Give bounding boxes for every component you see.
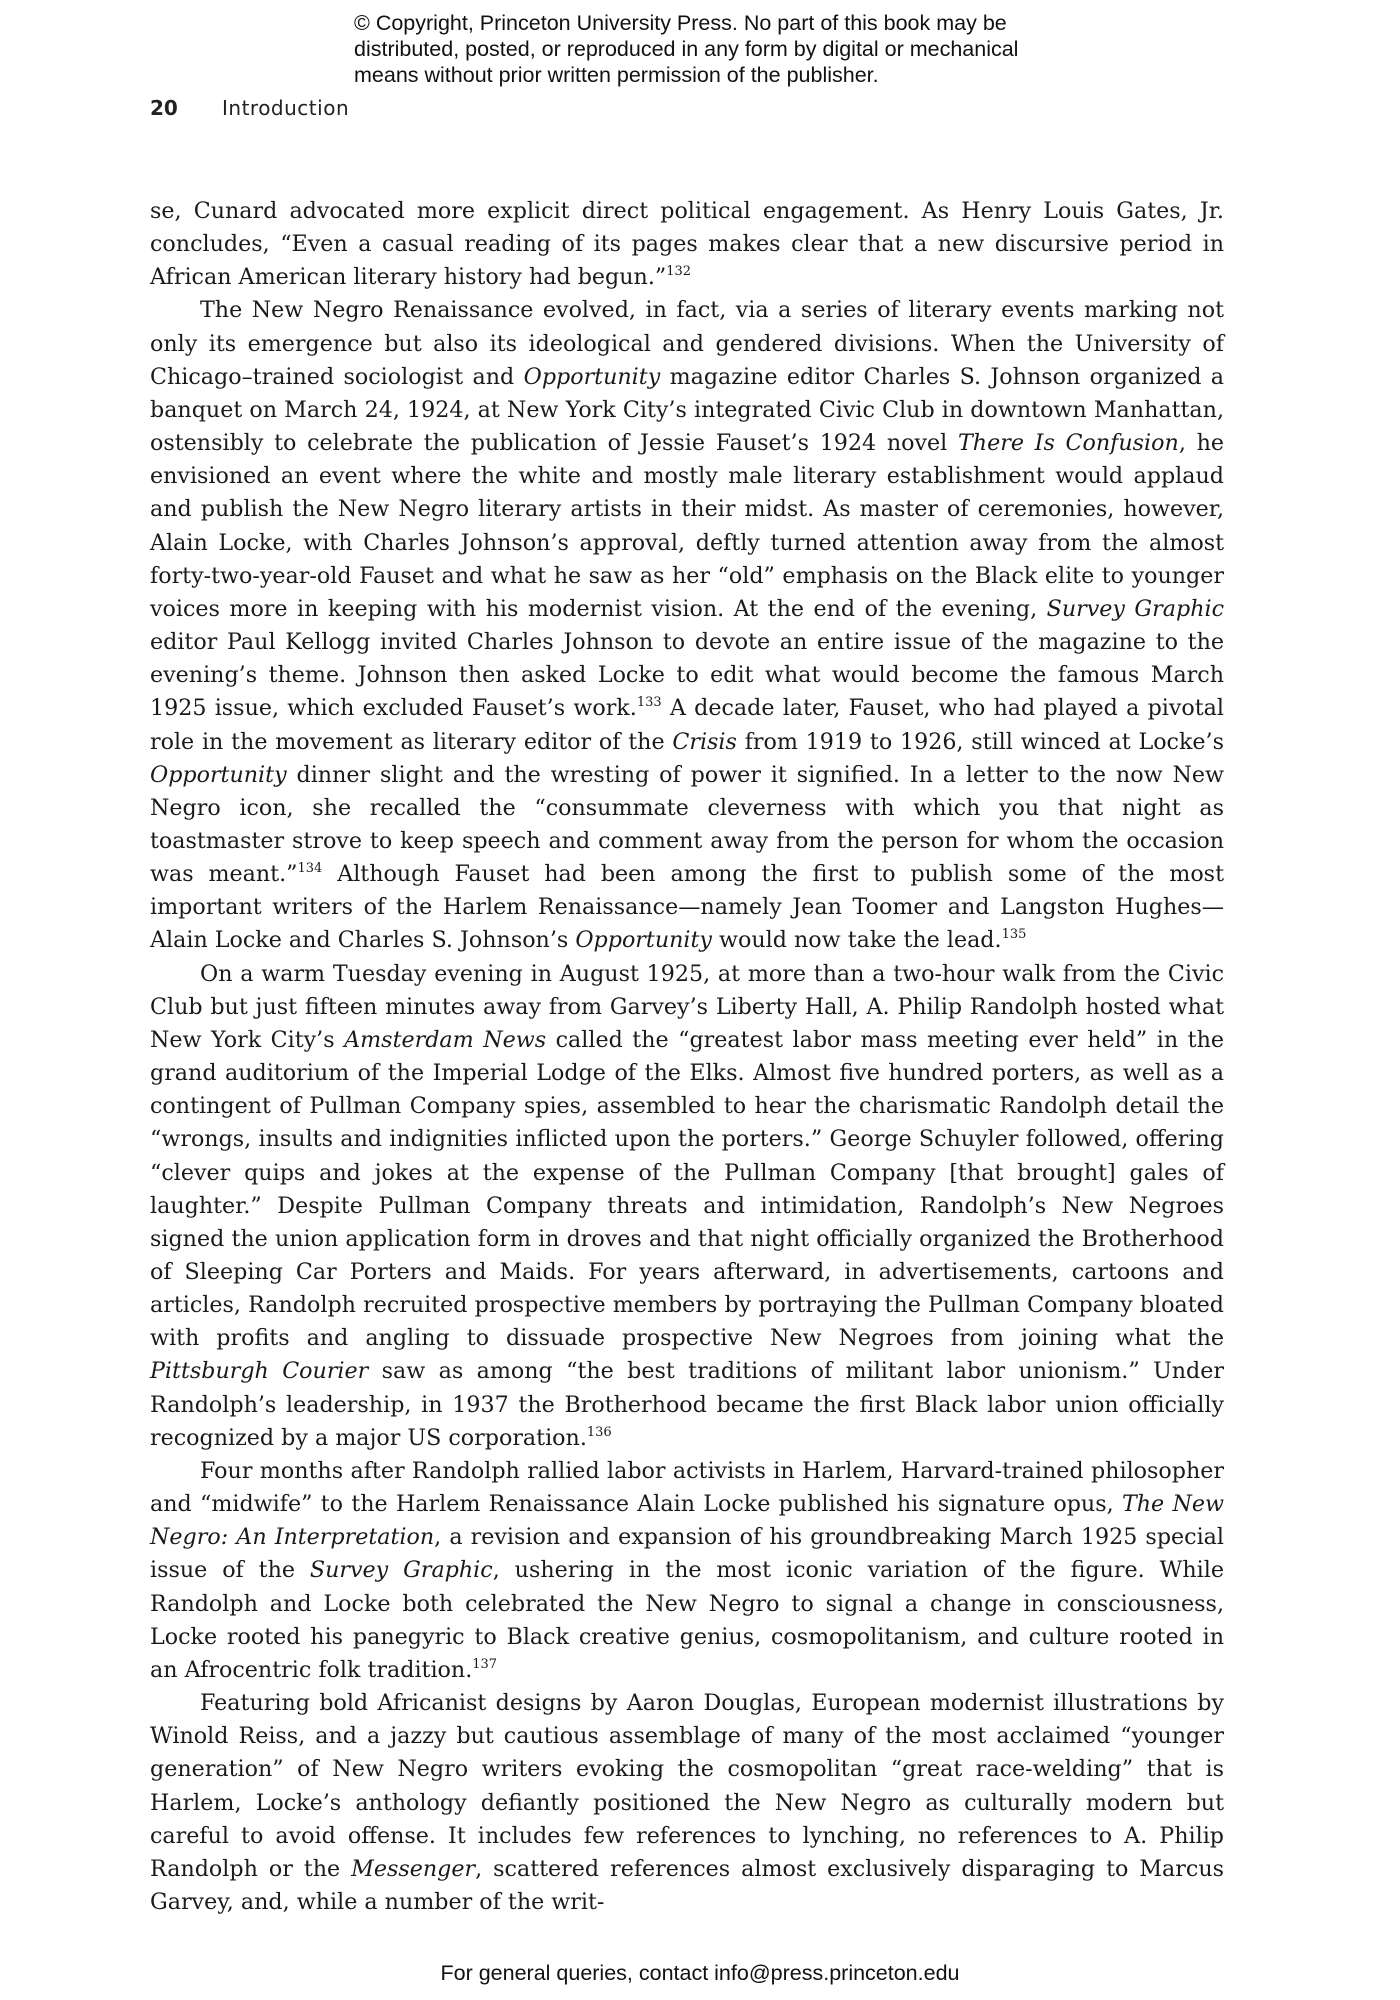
italic-title: Opportunity — [150, 761, 287, 788]
running-head — [150, 96, 349, 120]
paragraph-3 — [150, 958, 1224, 1455]
copyright-notice — [354, 10, 1114, 88]
copyright-line: © Copyright, Princeton University Press. No part of this book may be — [354, 11, 1007, 35]
text-run: saw as among “the best traditions of militant labor unionism.” Under Randolph’s leadership, in 1937 the Brotherhood became the first Black labor union officially recognized by a major US corporation. — [150, 1358, 1224, 1451]
footnote-ref: 136 — [586, 1424, 612, 1440]
text-run: Although Fauset had been among the first to publish some of the most important writers of the Harlem Renaissance—namely Jean Toomer and Langston Hughes—Alain Locke and Charles S. Johnson’s — [150, 861, 1224, 954]
body-text — [150, 195, 1224, 1919]
text-run: from 1919 to 1926, still winced at Locke’s — [736, 728, 1224, 755]
text-run: , scattered references almost exclusively disparaging to Marcus Garvey, and, while a number of the writ- — [150, 1855, 1224, 1915]
text-run: dinner slight and the wresting of power it signified. In a letter to the now New Negro icon, she recalled the “consummate cleverness with which you that night as toastmaster strove to keep speech and comment away from the person for whom the occasion was meant.” — [150, 761, 1224, 888]
page-number: 20 — [150, 96, 178, 120]
paragraph-4 — [150, 1455, 1224, 1687]
footnote-ref: 134 — [297, 861, 323, 877]
italic-title: Opportunity — [523, 363, 661, 390]
text-run: Featuring bold Africanist designs by Aaron Douglas, European modernist illustrations by Winold Reiss, and a jazzy but cautious assemblage of many of the most acclaimed “younger generation” of New Negro writers evoking the cosmopolitan “great race-welding” that is Harlem, Locke’s anthology defiantly positioned the New Negro as culturally modern but careful to avoid offense. It includes few references to lynching, no references to A. Philip Randolph or the — [150, 1690, 1224, 1882]
text-run: se, Cunard advocated more explicit direct political engagement. As Henry Louis Gates, Jr. concludes, “Even a casual reading of its pages makes clear that a new discursive period in African American literary history had begun.” — [150, 198, 1224, 291]
footnote-ref: 135 — [1001, 927, 1027, 943]
italic-title: Survey Graphic — [309, 1557, 493, 1584]
text-run: , he envisioned an event where the white and mostly male literary establishment would applaud and publish the New Negro literary artists in their midst. As master of ceremonies, however, Alain Locke, with Charles Johnson’s approval, deftly turned attention away from the almost forty-two-year-old Fauset and what he saw as her “old” emphasis on the Black elite to younger voices more in keeping with his modernist vision. At the end of the evening, — [150, 430, 1225, 622]
section-title: Introduction — [222, 96, 350, 120]
text-run: , a revision and expansion of his groundbreaking March 1925 special issue of the — [150, 1524, 1224, 1584]
italic-title: Crisis — [672, 728, 737, 755]
text-run: Four months after Randolph rallied labor activists in Harlem, Harvard-trained philosopher and “midwife” to the Harlem Renaissance Alain Locke published his signature opus, — [150, 1457, 1224, 1518]
footnote-ref: 132 — [666, 264, 692, 280]
italic-title: Pittsburgh Courier — [150, 1358, 369, 1385]
text-run: magazine editor Charles S. Johnson organized a banquet on March 24, 1924, at New York City’s integrated Civic Club in downtown Manhattan, ostensibly to celebrate the publication of Jessie Fauset’s 1924 novel — [150, 363, 1225, 457]
text-run: editor Paul Kellogg invited Charles Johnson to devote an entire issue of the magazine to the evening’s theme. Johnson then asked Locke to edit what would become the famous March 1925 issue, which excluded Fauset’s work. — [150, 629, 1224, 722]
text-run: called the “greatest labor mass meeting ever held” in the grand auditorium of the Imperial Lodge of the Elks. Almost five hundred porters, as well as a contingent of Pullman Company spies, assembled to hear the charismatic Randolph detail the “wrongs, insults and indignities inflicted upon the porters.” George Schuyler followed, offering “clever quips and jokes at the expense of the Pullman Company [that brought] gales of laughter.” Despite Pullman Company threats and intimidation, Randolph’s New Negroes signed the union application form in droves and that night officially organized the Brotherhood of Sleeping Car Porters and Maids. For years afterward, in advertisements, cartoons and articles, Randolph recruited prospective members by portraying the Pullman Company bloated with profits and angling to dissuade prospective New Negroes from joining what the — [150, 1026, 1224, 1352]
italic-title: The New Negro: An Interpretation — [150, 1491, 1224, 1551]
footnote-ref: 137 — [472, 1656, 498, 1672]
italic-title: Messenger — [351, 1855, 476, 1882]
footer-contact: For general queries, contact info@press.princeton.edu — [440, 1961, 960, 1985]
copyright-line: distributed, posted, or reproduced in any form by digital or mechanical — [354, 37, 1019, 61]
copyright-line: means without prior written permission of the publisher. — [354, 63, 879, 87]
text-run: would now take the lead. — [711, 927, 1002, 954]
paragraph-1 — [150, 195, 1224, 294]
paragraph-5 — [150, 1687, 1224, 1919]
text-run: A decade later, Fauset, who had played a pivotal role in the movement as literary editor of the — [150, 695, 1225, 755]
italic-title: Amsterdam News — [344, 1026, 547, 1053]
italic-title: There Is Confusion — [958, 430, 1179, 457]
paragraph-2 — [150, 294, 1224, 957]
text-run: , ushering in the most iconic variation of the figure. While Randolph and Locke both celebrated the New Negro to signal a change in consciousness, Locke rooted his panegyric to Black creative genius, cosmopolitanism, and culture rooted in an Afrocentric folk tradition. — [150, 1557, 1224, 1683]
italic-title: Opportunity — [575, 927, 712, 954]
footnote-ref: 133 — [636, 695, 662, 711]
italic-title: Survey Graphic — [1046, 595, 1225, 622]
text-run: On a warm Tuesday evening in August 1925, at more than a two-hour walk from the Civic Club but just fifteen minutes away from Garvey’s Liberty Hall, A. Philip Randolph hosted what New York City’s — [150, 960, 1224, 1053]
text-run: The New Negro Renaissance evolved, in fact, via a series of literary events marking not only its emergence but also its ideological and gendered divisions. When the University of Chicago–trained sociologist and — [150, 297, 1224, 390]
